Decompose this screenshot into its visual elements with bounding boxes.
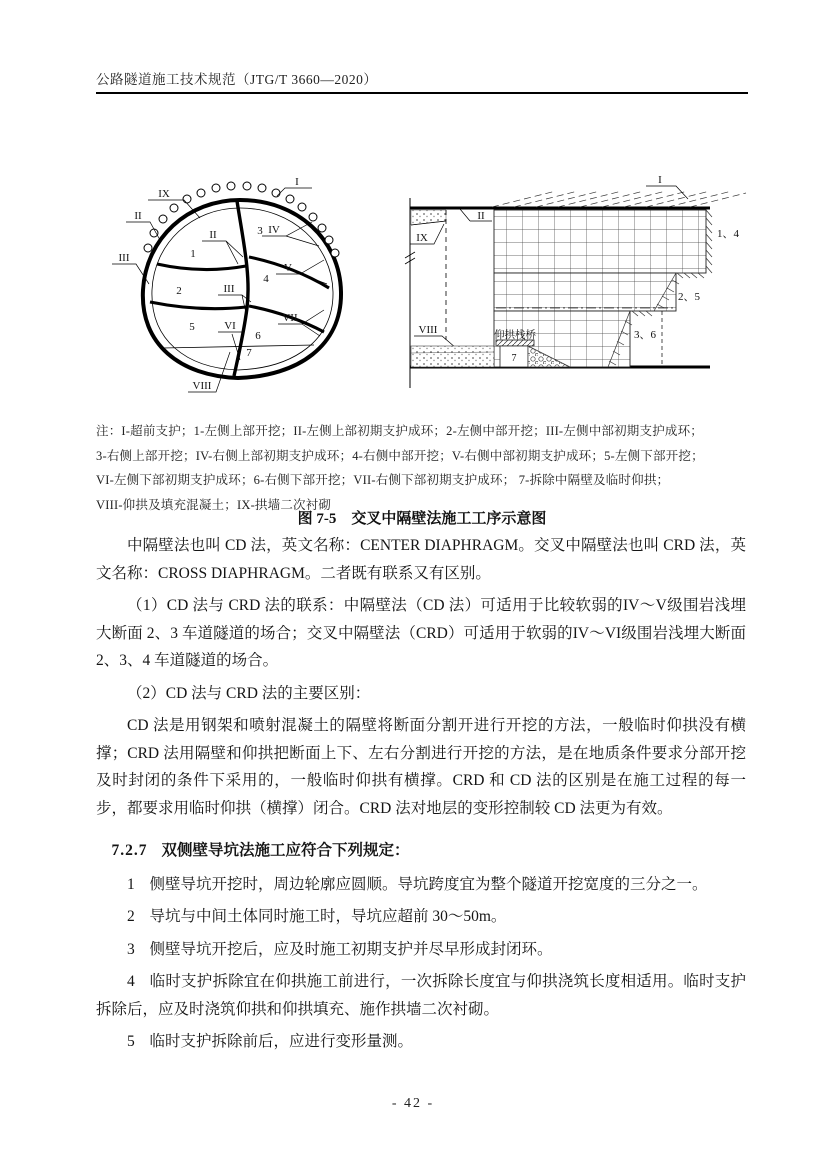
crd-cross-section-diagram <box>100 160 390 418</box>
item-text: 导坑与中间土体同时施工时，导坑应超前 30～50m。 <box>149 908 507 925</box>
label-excav-5: 5 <box>189 321 195 333</box>
crd-longitudinal-diagram <box>394 164 748 401</box>
paragraph: CD 法是用钢架和喷射混凝土的隔壁将断面分割开进行开挖的方法，一般临时仰拱没有横撑；CRD 法用隔壁和仰拱把断面上下、左右分割进行开挖的方法，是在地质条件要求分部开挖及时封闭的条件下采用的，一般临时仰拱有横撑。CRD 和 CD 法的区别是在施工过程的每一步，都要求用临时仰拱（横撑）闭合。CRD 法对地层的变形控制较 CD 法更为有效。 <box>96 717 746 817</box>
label-ring-vii: VII <box>282 312 298 324</box>
label-ring-iii: III <box>223 283 235 295</box>
item-text: 临时支护拆除宜在仰拱施工前进行，一次拆除长度宜与仰拱浇筑长度相适用。临时支护拆除后，应及时浇筑仰拱和仰拱填充、施作拱墙二次衬砌。 <box>96 973 746 1018</box>
invert-concrete <box>411 346 494 367</box>
label-seq-3-6: 3、6 <box>634 329 656 341</box>
figure-caption: 图 7-5 交叉中隔壁法施工工序示意图 <box>297 511 547 527</box>
header-rule <box>96 92 748 94</box>
running-header: 公路隧道施工技术规范（JTG/T 3660—2020） <box>96 72 378 87</box>
label-pit-7: 7 <box>511 353 517 364</box>
label-excav-3: 3 <box>257 225 263 237</box>
label-advance-support: I <box>295 176 299 188</box>
item-number: 1 <box>127 875 135 893</box>
label-left-upper-ring: II <box>134 210 142 222</box>
figure-note-line: VI-左侧下部初期支护成环；6-右侧下部开挖；VII-右侧下部初期支护成环； 7-拆除中隔壁及临时仰拱； <box>96 473 670 487</box>
figure-note-line: VIII-仰拱及填充混凝土；IX-拱墙二次衬砌 <box>96 497 332 512</box>
paragraph: （1）CD 法与 CRD 法的联系：中隔壁法（CD 法）可适用于比较软弱的IV～V级围岩浅埋大断面 2、3 车道隧道的场合；交叉中隔壁法（CRD）可适用于软弱的IV～VI级围岩浅埋大断面 2、3、4 车道隧道的场合。 <box>96 597 746 669</box>
label-excav-1: 1 <box>190 248 196 260</box>
clause-title: 双侧壁导坑法施工应符合下列规定： <box>161 842 410 859</box>
label-second-lining: IX <box>416 232 428 244</box>
paragraph: 中隔壁法也叫 CD 法，英文名称：CENTER DIAPHRAGM。交叉中隔壁法也叫 CRD 法，英文名称：CROSS DIAPHRAGM。二者既有联系又有区别。 <box>96 537 746 582</box>
figure-notes <box>96 419 754 517</box>
item-number: 5 <box>127 1033 135 1050</box>
figure-note-line: 3-右侧上部开挖；IV-右侧上部初期支护成环；4-右侧中部开挖；V-右侧中部初期支护成环；5-左侧下部开挖； <box>96 448 704 463</box>
clause-item <box>96 871 746 899</box>
paragraph: （2）CD 法与 CRD 法的主要区别： <box>127 684 371 702</box>
label-invert-fill: VIII <box>418 324 438 336</box>
label-ring-iv: IV <box>268 224 280 236</box>
clause-item <box>96 936 746 964</box>
clause-item <box>96 1028 746 1056</box>
item-text: 侧壁导坑开挖时，周边轮廓应圆顺。导坑跨度宜为整个隧道开挖宽度的三分之一。 <box>149 875 708 893</box>
clause-item <box>96 968 746 1023</box>
clause-heading <box>96 837 746 865</box>
advance-pipes <box>492 191 746 207</box>
label-ring-vi: VI <box>224 320 236 332</box>
clause-item <box>96 903 746 931</box>
label-advance-support: I <box>658 174 662 186</box>
label-second-lining: IX <box>158 188 170 200</box>
label-seq-1-4: 1、4 <box>717 228 739 240</box>
label-excav-4: 4 <box>263 273 269 285</box>
label-invert-trestle: 仰拱栈桥 <box>494 330 536 341</box>
item-number: 3 <box>127 940 135 958</box>
item-text: 侧壁导坑开挖后，应及时施工初期支护并尽早形成封闭环。 <box>149 940 553 958</box>
figure-note-line: 注：I-超前支护；1-左侧上部开挖；II-左侧上部初期支护成环；2-左侧中部开挖；III-左侧中部初期支护成环； <box>96 424 703 438</box>
label-ring-ii: II <box>209 229 217 241</box>
item-number: 2 <box>127 908 135 925</box>
label-excav-6: 6 <box>255 330 261 342</box>
item-text: 临时支护拆除前后，应进行变形量测。 <box>149 1033 413 1050</box>
label-ring-v: V <box>284 262 292 274</box>
body-text <box>96 532 746 1061</box>
label-left-middle-ring: III <box>118 252 130 264</box>
label-initial-support: II <box>477 210 485 222</box>
figure-7-5 <box>96 158 748 420</box>
page-number: - 42 - <box>391 1096 435 1111</box>
label-excav-7: 7 <box>246 347 252 359</box>
clause-number: 7.2.7 <box>111 842 148 859</box>
label-invert-fill: VIII <box>192 380 212 392</box>
label-excav-2: 2 <box>176 285 182 297</box>
label-seq-2-5: 2、5 <box>678 291 700 303</box>
item-number: 4 <box>127 973 135 990</box>
